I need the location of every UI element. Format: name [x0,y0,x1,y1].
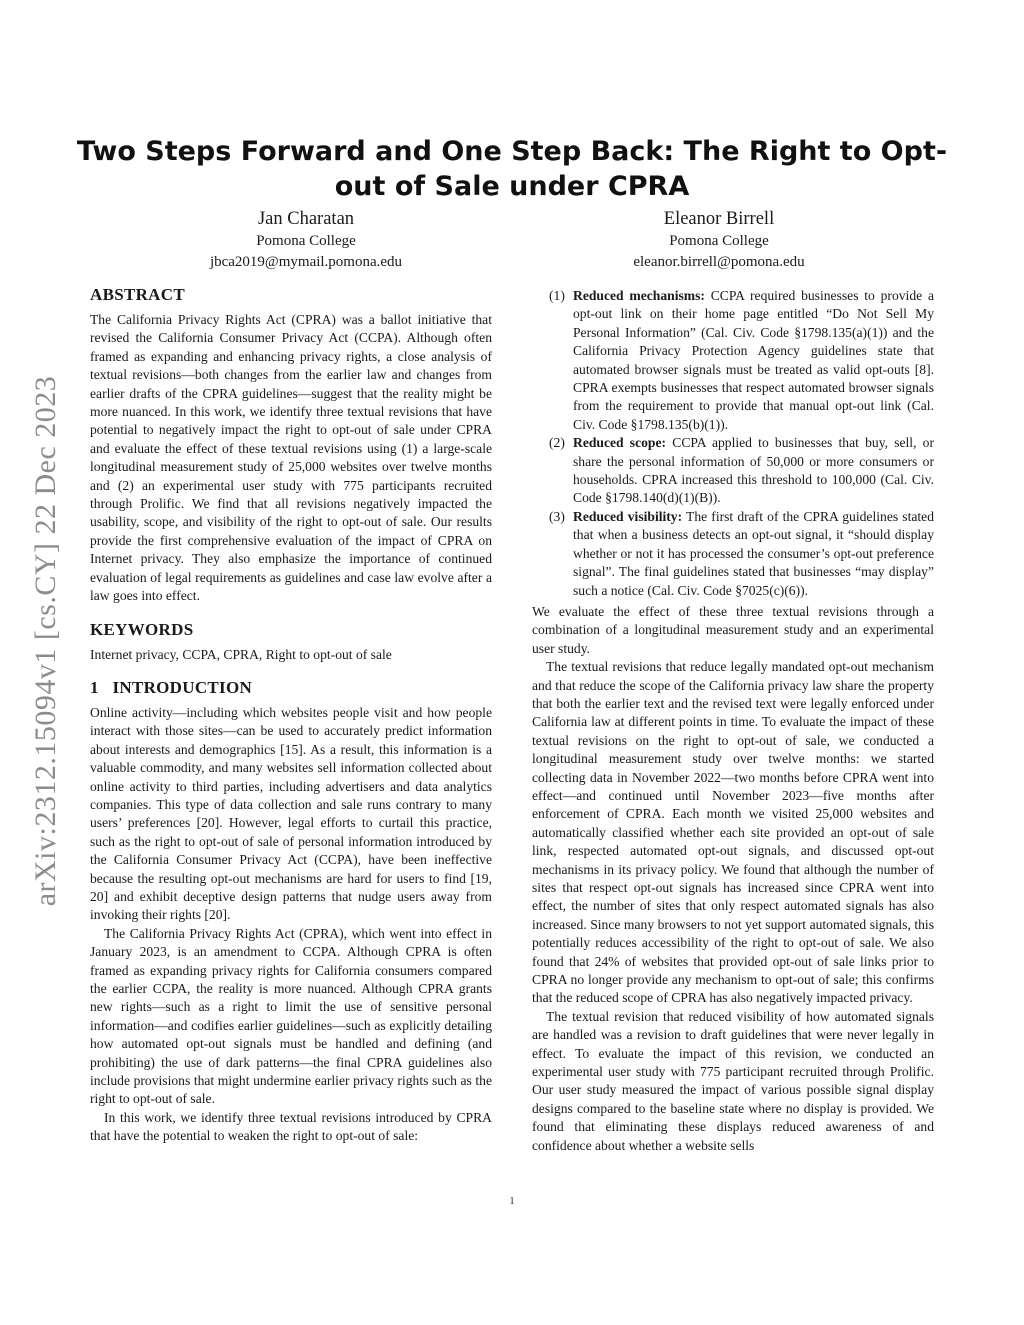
author-email: jbca2019@mymail.pomona.edu [209,254,403,270]
revision-number: (1) [549,288,565,303]
body-paragraph: The textual revisions that reduce legally mandated opt-out mechanism and that reduce the scope of the California privacy law share the property that both the earlier text and the revised text were legally enforced under California law at different points in time. To evaluate the impact of these textual revisions on the right to opt-out of sale, we conducted a longitudinal measurement study over twelve months: we started collecting data in November 2022—two months before CPRA went into effect—and continued until November 2023—five months after enforcement of CPRA. Each month we visited 25,000 websites and automatically classified whether each site provided an opt-out of sale link, respected automated opt-out signals, and discussed opt-out mechanisms in its privacy policy. We found that although the number of sites that respect opt-out signals has increased since CPRA went into effect, the number of sites that only respect automated signals has also increased. Since many browsers to not yet support automated signals, this potentially reduces accessibility of the right to opt-out of sale. We also found that 24% of websites that provided opt-out of sale links prior to CPRA no longer provide any mechanism to opt-out of sale; this confirms that the reduced scope of CPRA has also negatively impacted privacy. [532,659,934,1006]
introduction-heading: 1 INTRODUCTION [90,677,253,697]
revision-label: Reduced visibility: [573,508,683,524]
author-block-2 [519,207,919,273]
revision-number: (3) [549,508,565,524]
revision-item [532,508,934,600]
right-column [532,287,934,1155]
abstract-heading: ABSTRACT [90,285,185,304]
intro-paragraph: Online activity—including which websites people visit and how people interact with those sites—can be used to accurately predict information about interests and demographics [15]. As a result, this information is a valuable commodity, and many websites sell information collected about online activity to third parties, including advertisers and data analytics companies. This type of data collection and sale runs contrary to many users’ preferences [20]. However, legal efforts to curtail this practice, such as the right to opt-out of sale of personal information introduced by the California Consumer Privacy Act (CCPA), have been ineffective because the resulting opt-out mechanisms are hard for users to find [19, 20] and exhibit deceptive design patterns that nudge users away from invoking their rights [20]. [90,704,492,923]
revisions-list [532,287,934,600]
revision-item [532,287,934,434]
intro-paragraph: The California Privacy Rights Act (CPRA), which went into effect in January 2023, is an amendment to CCPA. Although CPRA is often framed as expanding privacy rights for California consumers compared the earlier CCPA, the reality is more nuanced. Although CPRA grants new rights—such as a right to limit the use of sensitive personal information—and codifies earlier guidelines—such as explicitly detailing how automated opt-out signals must be handled and defining (and prohibiting) the use of dark patterns—the final CPRA guidelines also include provisions that might undermine earlier privacy rights such as the right to opt-out of sale. [90,925,492,1107]
revision-label: Reduced mechanisms: [573,288,705,303]
body-paragraph: We evaluate the effect of these three textual revisions through a combination of a longitudinal measurement study and an experimental user study. [532,603,934,656]
author-name: Eleanor Birrell [663,209,775,229]
keywords-text: Internet privacy, CCPA, CPRA, Right to opt-out of sale [90,646,392,662]
left-column [90,285,492,1146]
arxiv-stamp: arXiv:2312.15094v1 [cs.CY] 22 Dec 2023 [29,375,62,907]
revision-label: Reduced scope: [573,435,667,451]
abstract-text: The California Privacy Rights Act (CPRA) was a ballot initiative that revised the California Consumer Privacy Act (CCPA). Although often framed as expanding and enhancing privacy rights, a close analysis of textual revisions—both changes from the earlier law and changes from earlier drafts of the CPRA guidelines—suggest that the reality might be more nuanced. In this work, we identify three textual revisions that have potential to negatively impact the right to opt-out of sale under CPRA and evaluate the effect of these textual revisions using (1) a large-scale longitudinal measurement study of 25,000 websites over twelve months and (2) an experimental user study with 775 participants recruited through Prolific. We find that all revisions negatively impacted the usability, scope, and visibility of the right to opt-out of sale. Our results provide the first comprehensive evaluation of the impact of CPRA on Internet privacy. They also emphasize the importance of continued evaluation of legal requirements as guidelines and case law evolve after a law goes into effect. [90,312,492,604]
body-paragraph: The textual revision that reduced visibility of how automated signals are handled was a revision to draft guidelines that were never legally in effect. To evaluate the impact of this revision, we conducted an experimental user study with 775 participant recruited through Prolific. Our user study measured the impact of various possible signal display designs compared to the baseline state where no display is provided. We found that eliminating these displays reduced awareness of and confidence about whether a website sells [532,1008,934,1153]
revision-number: (2) [549,435,565,451]
revision-text: The first draft of the CPRA guidelines stated that when a business detects an opt-out signal, it “should display whether or not it has processed the consumer’s opt-out preference signal”. The final guidelines stated that businesses “may display” such a notice (Cal. Civ. Code §7025(c)(6)). [573,508,934,598]
author-name: Jan Charatan [257,209,355,229]
keywords-heading: KEYWORDS [90,619,194,639]
author-affiliation: Pomona College [256,233,356,249]
revision-item [532,434,934,508]
intro-paragraph: In this work, we identify three textual revisions introduced by CPRA that have the potential to weaken the right to opt-out of sale: [90,1109,492,1144]
paper-title: Two Steps Forward and One Step Back: The Right to Opt-out of Sale under CPRA [76,136,948,202]
author-block-1 [106,207,506,273]
author-email: eleanor.birrell@pomona.edu [633,254,805,270]
page-number: 1 [509,1196,515,1207]
author-affiliation: Pomona College [669,233,769,249]
revision-text: CCPA applied to businesses that buy, sell, or share the personal information of 50,000 or more consumers or households. CPRA increased this threshold to 100,000 (Cal. Civ. Code §1798.140(d)(1)(B)). [573,435,934,506]
revision-text: CCPA required businesses to provide a opt-out link on their home page entitled “Do Not Sell My Personal Information” (Cal. Civ. Code §1798.135(a)(1)) and the California Privacy Protection Agency guidelines state that automated browser signals must be treated as valid opt-outs [8]. CPRA exempts businesses that respect automated browser signals from the requirement to provide that manual opt-out link (Cal. Civ. Code §1798.135(b)(1)). [573,288,934,432]
